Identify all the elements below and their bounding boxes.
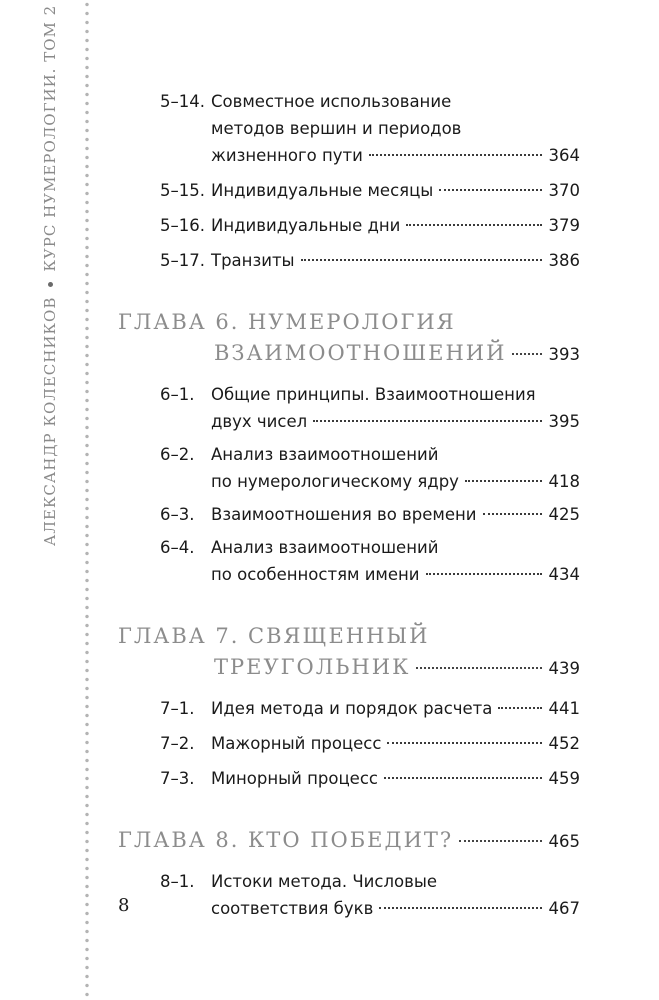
chapter-6-label-cont: ВЗАИМООТНОШЕНИЙ [214,341,507,365]
chapter-6-heading[interactable] [118,307,580,370]
entry-number: 6–4. [160,538,195,557]
entry-title-last-line: Идея метода и порядок расчета [211,699,493,718]
entry-number: 7–2. [160,734,195,753]
dot-leader [483,513,542,515]
dot-leader [459,840,542,842]
entry-title-last-line: Взаимоотношения во времени [211,505,477,524]
toc-entry[interactable] [118,247,580,274]
toc-entry[interactable] [118,534,580,588]
chapter-7-page: 439 [548,659,580,678]
entry-page-number: 379 [548,216,580,235]
entry-page-number: 434 [548,565,580,584]
entry-page-number: 418 [548,472,580,491]
entry-title-line: Совместное использование [211,92,452,111]
toc-entry[interactable] [118,730,580,757]
entry-title-last-line: Индивидуальные месяцы [211,181,434,200]
entry-page-number: 386 [548,251,580,270]
entry-number: 7–1. [160,699,195,718]
entry-number: 8–1. [160,872,195,891]
dot-leader [369,154,542,156]
dot-leader [465,480,542,482]
entry-number: 5–17. [160,251,205,270]
dot-leader [313,420,542,422]
section-ch6 [118,381,580,588]
entry-number: 5–16. [160,216,205,235]
dot-leader [406,224,542,226]
entry-title-last-line: двух чисел [211,412,308,431]
dot-leader [384,777,542,779]
chapter-7-label-cont: ТРЕУГОЛЬНИК [214,655,411,679]
running-header-author: АЛЕКСАНДР КОЛЕСНИКОВ [41,296,59,546]
entry-title-line: Анализ взаимоотношений [211,445,439,464]
chapter-8-heading[interactable] [118,825,580,857]
chapter-7-label: ГЛАВА 7. СВЯЩЕННЫЙ [118,624,430,648]
entry-title-last-line: соответствия букв [211,899,374,918]
running-header-title: КУРС НУМЕРОЛОГИИ. ТОМ 2 [41,4,59,272]
entry-page-number: 370 [548,181,580,200]
dot-leader [439,189,542,191]
bullet-separator [48,282,53,287]
dot-leader [416,667,542,669]
entry-page-number: 467 [548,899,580,918]
entry-page-number: 425 [548,505,580,524]
entry-title-last-line: по нумерологическому ядру [211,472,459,491]
toc-entry[interactable] [118,212,580,239]
entry-number: 6–3. [160,505,195,524]
page-number: 8 [118,895,130,916]
entry-title-last-line: Минорный процесс [211,769,378,788]
chapter-8-page: 465 [548,832,580,851]
dot-leader [379,907,542,909]
dot-leader [301,259,542,261]
chapter-6-page: 393 [548,345,580,364]
chapter-7-heading[interactable] [118,621,580,684]
toc-entry[interactable] [118,381,580,435]
toc-entry[interactable] [118,695,580,722]
entry-title-last-line: по особенностям имени [211,565,420,584]
entry-title-line: методов вершин и периодов [211,119,462,138]
entry-page-number: 364 [548,146,580,165]
section-ch7 [118,695,580,792]
entry-title-line: Истоки метода. Числовые [211,872,438,891]
toc-entry[interactable] [118,501,580,528]
toc-entry[interactable] [118,765,580,792]
entry-page-number: 459 [548,769,580,788]
entry-number: 6–2. [160,445,195,464]
entry-number: 7–3. [160,769,195,788]
entry-page-number: 395 [548,412,580,431]
chapter-8-label: ГЛАВА 8. КТО ПОБЕДИТ? [118,828,454,852]
section-ch8 [118,868,580,922]
entry-page-number: 441 [548,699,580,718]
chapter-6-label: ГЛАВА 6. НУМЕРОЛОГИЯ [118,310,456,334]
dot-leader [498,707,542,709]
entry-number: 5–15. [160,181,205,200]
spine-dotted-rule [83,0,91,1000]
entry-title-last-line: Транзиты [211,251,295,270]
entry-title-last-line: жизненного пути [211,146,363,165]
dot-leader [426,573,542,575]
dot-leader [387,742,542,744]
entry-title-last-line: Мажорный процесс [211,734,382,753]
section-ch5-continued [118,88,580,274]
dot-leader [512,353,542,355]
entry-number: 6–1. [160,385,195,404]
entry-number: 5–14. [160,92,205,111]
entry-title-last-line: Индивидуальные дни [211,216,401,235]
toc-entry[interactable] [118,177,580,204]
entry-title-line: Анализ взаимоотношений [211,538,439,557]
table-of-contents [118,88,580,922]
entry-title-line: Общие принципы. Взаимоотношения [211,385,536,404]
toc-entry[interactable] [118,441,580,495]
entry-page-number: 452 [548,734,580,753]
toc-entry[interactable] [118,88,580,169]
toc-entry[interactable] [118,868,580,922]
